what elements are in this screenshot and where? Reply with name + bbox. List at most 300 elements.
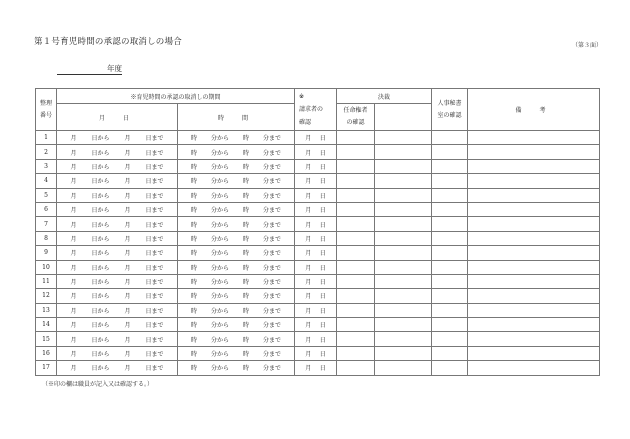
approval-blank-cell[interactable] [375, 202, 432, 216]
month-label: 月 [124, 264, 131, 272]
confirm-month-label: 月 [305, 351, 312, 359]
serial-no-cell: 13 [36, 303, 57, 317]
serial-no-cell: 3 [36, 159, 57, 173]
confirm-month-label: 月 [305, 365, 312, 373]
month-label: 月 [70, 207, 77, 215]
approval-blank-cell[interactable] [375, 332, 432, 346]
date-range-cell[interactable] [57, 159, 178, 173]
confirm-day-label: 日 [319, 264, 326, 272]
personnel-confirm-line1: 人事秘書 [437, 99, 462, 107]
hour-label: 時 [190, 365, 197, 373]
hour-label: 時 [190, 250, 197, 258]
personnel-confirm-line2: 室の確認 [437, 111, 462, 119]
month-label: 月 [124, 192, 131, 200]
confirm-month-label: 月 [305, 264, 312, 272]
day-from-label: 日から [91, 279, 110, 287]
appointer-confirm-cell[interactable] [337, 303, 375, 317]
appointer-confirm-cell[interactable] [337, 231, 375, 245]
day-to-label: 日まで [145, 351, 164, 359]
requester-confirm-line3: 確認 [299, 119, 312, 126]
confirm-day-label: 日 [319, 250, 326, 258]
table-row [36, 303, 600, 317]
serial-no-header-line2: 番号 [39, 111, 52, 119]
personnel-confirm-cell[interactable] [432, 188, 468, 202]
day-from-label: 日から [91, 207, 110, 215]
month-label: 月 [124, 221, 131, 229]
serial-no-header-line1: 整理 [39, 99, 52, 107]
time-range-cell[interactable] [178, 274, 295, 288]
approval-blank-cell[interactable] [375, 159, 432, 173]
day-to-label: 日まで [145, 279, 164, 287]
time-range-cell[interactable] [178, 303, 295, 317]
remarks-cell[interactable] [468, 289, 600, 303]
minute-to-label: 分まで [262, 351, 281, 359]
serial-no-cell: 1 [36, 131, 57, 145]
minute-from-label: 分から [210, 135, 229, 143]
approval-blank-cell[interactable] [375, 289, 432, 303]
approval-blank-cell[interactable] [375, 318, 432, 332]
appointer-confirm-cell[interactable] [337, 274, 375, 288]
hour-label: 時 [190, 149, 197, 157]
remarks-cell[interactable] [468, 246, 600, 260]
table-row [36, 145, 600, 159]
date-range-cell[interactable] [57, 318, 178, 332]
hour-label: 時 [242, 250, 249, 258]
confirm-month-label: 月 [305, 178, 312, 186]
table-row [36, 289, 600, 303]
month-label: 月 [124, 336, 131, 344]
month-label: 月 [124, 307, 131, 315]
day-from-label: 日から [91, 250, 110, 258]
confirm-day-label: 日 [319, 336, 326, 344]
month-label: 月 [70, 192, 77, 200]
hour-label: 時 [190, 336, 197, 344]
hour-label: 時 [242, 207, 249, 215]
time-range-cell[interactable] [178, 159, 295, 173]
approval-blank-cell[interactable] [375, 346, 432, 360]
day-to-label: 日まで [145, 365, 164, 373]
hour-label: 時 [242, 264, 249, 272]
date-range-cell[interactable] [57, 361, 178, 375]
day-to-label: 日まで [145, 149, 164, 157]
month-label: 月 [124, 279, 131, 287]
footnote: （※印の欄は職員が記入又は確認する。） [42, 381, 154, 388]
revocation-table [35, 88, 600, 376]
personnel-confirm-cell[interactable] [432, 159, 468, 173]
minute-to-label: 分まで [262, 192, 281, 200]
personnel-confirm-cell[interactable] [432, 361, 468, 375]
minute-to-label: 分まで [262, 178, 281, 186]
appointer-confirm-cell[interactable] [337, 332, 375, 346]
minute-to-label: 分まで [262, 235, 281, 243]
minute-to-label: 分まで [262, 307, 281, 315]
month-label: 月 [70, 221, 77, 229]
personnel-confirm-cell[interactable] [432, 131, 468, 145]
time-range-cell[interactable] [178, 260, 295, 274]
confirm-day-label: 日 [319, 322, 326, 330]
appointer-confirm-cell[interactable] [337, 346, 375, 360]
hour-label: 時 [190, 163, 197, 171]
requester-confirm-line2: 請求者の [299, 106, 324, 113]
confirm-day-label: 日 [319, 279, 326, 287]
day-from-label: 日から [91, 135, 110, 143]
personnel-confirm-cell[interactable] [432, 217, 468, 231]
confirm-day-label: 日 [319, 149, 326, 157]
confirm-month-label: 月 [305, 293, 312, 301]
serial-no-cell: 8 [36, 231, 57, 245]
confirm-month-label: 月 [305, 235, 312, 243]
day-to-label: 日まで [145, 192, 164, 200]
time-range-cell[interactable] [178, 145, 295, 159]
confirm-month-label: 月 [305, 221, 312, 229]
serial-no-cell: 17 [36, 361, 57, 375]
day-from-label: 日から [91, 264, 110, 272]
personnel-confirm-cell[interactable] [432, 332, 468, 346]
confirm-day-label: 日 [319, 178, 326, 186]
table-row [36, 174, 600, 188]
approval-blank-cell[interactable] [375, 231, 432, 245]
minute-to-label: 分まで [262, 293, 281, 301]
confirm-month-label: 月 [305, 336, 312, 344]
date-range-cell[interactable] [57, 274, 178, 288]
requester-confirm-cell[interactable] [295, 231, 337, 245]
date-range-cell[interactable] [57, 246, 178, 260]
month-label: 月 [124, 178, 131, 186]
date-range-cell[interactable] [57, 202, 178, 216]
hour-label: 時 [190, 322, 197, 330]
hour-label: 時 [190, 221, 197, 229]
time-range-cell[interactable] [178, 217, 295, 231]
remarks-cell[interactable] [468, 174, 600, 188]
date-range-cell[interactable] [57, 217, 178, 231]
appointer-confirm-cell[interactable] [337, 131, 375, 145]
approval-blank-cell[interactable] [375, 361, 432, 375]
requester-confirm-cell[interactable] [295, 159, 337, 173]
approval-blank-cell[interactable] [375, 174, 432, 188]
appointer-confirm-line2: の確認 [346, 119, 365, 126]
hour-label: 時 [190, 178, 197, 186]
remarks-cell[interactable] [468, 274, 600, 288]
month-label: 月 [124, 149, 131, 157]
date-range-cell[interactable] [57, 332, 178, 346]
table-row [36, 346, 600, 360]
day-to-label: 日まで [145, 163, 164, 171]
day-to-label: 日まで [145, 250, 164, 258]
table-row [36, 217, 600, 231]
personnel-confirm-cell[interactable] [432, 260, 468, 274]
approval-blank-cell[interactable] [375, 260, 432, 274]
serial-no-cell: 14 [36, 318, 57, 332]
minute-from-label: 分から [210, 322, 229, 330]
confirm-day-label: 日 [319, 221, 326, 229]
confirm-day-label: 日 [319, 235, 326, 243]
minute-to-label: 分まで [262, 264, 281, 272]
requester-confirm-cell[interactable] [295, 274, 337, 288]
requester-confirm-line1: ※ [299, 93, 305, 100]
day-from-label: 日から [91, 235, 110, 243]
hour-label: 時 [190, 135, 197, 143]
requester-confirm-cell[interactable] [295, 217, 337, 231]
day-to-label: 日まで [145, 322, 164, 330]
document-title: 第１号育児時間の承認の取消しの場合 [34, 37, 182, 47]
minute-to-label: 分まで [262, 135, 281, 143]
date-range-cell[interactable] [57, 260, 178, 274]
hour-label: 時 [242, 178, 249, 186]
confirm-month-label: 月 [305, 149, 312, 157]
confirm-day-label: 日 [319, 307, 326, 315]
month-day-header: 月 日 [57, 104, 178, 131]
month-label: 月 [70, 365, 77, 373]
time-range-cell[interactable] [178, 231, 295, 245]
hour-label: 時 [190, 351, 197, 359]
month-label: 月 [70, 149, 77, 157]
fiscal-year-field[interactable]: 年度 [57, 63, 122, 75]
appointer-confirm-cell[interactable] [337, 318, 375, 332]
appointer-confirm-cell[interactable] [337, 174, 375, 188]
requester-confirm-cell[interactable] [295, 332, 337, 346]
confirm-month-label: 月 [305, 279, 312, 287]
remarks-cell[interactable] [468, 188, 600, 202]
table-row [36, 260, 600, 274]
time-range-cell[interactable] [178, 289, 295, 303]
serial-no-cell: 11 [36, 274, 57, 288]
confirm-day-label: 日 [319, 192, 326, 200]
requester-confirm-cell[interactable] [295, 303, 337, 317]
remarks-cell[interactable] [468, 217, 600, 231]
requester-confirm-cell[interactable] [295, 289, 337, 303]
approval-blank-header [375, 104, 432, 131]
month-label: 月 [70, 307, 77, 315]
minute-from-label: 分から [210, 250, 229, 258]
requester-confirm-cell[interactable] [295, 361, 337, 375]
month-label: 月 [70, 178, 77, 186]
month-label: 月 [70, 351, 77, 359]
requester-confirm-cell[interactable] [295, 346, 337, 360]
month-label: 月 [124, 250, 131, 258]
approval-blank-cell[interactable] [375, 188, 432, 202]
approval-group-header: 決裁 [337, 89, 432, 104]
personnel-confirm-cell[interactable] [432, 246, 468, 260]
remarks-cell[interactable] [468, 231, 600, 245]
confirm-month-label: 月 [305, 250, 312, 258]
day-from-label: 日から [91, 163, 110, 171]
serial-no-cell: 12 [36, 289, 57, 303]
serial-no-cell: 5 [36, 188, 57, 202]
hour-label: 時 [190, 235, 197, 243]
month-label: 月 [70, 250, 77, 258]
minute-from-label: 分から [210, 178, 229, 186]
approval-blank-cell[interactable] [375, 274, 432, 288]
serial-no-cell: 2 [36, 145, 57, 159]
month-label: 月 [70, 135, 77, 143]
month-label: 月 [70, 279, 77, 287]
remarks-cell[interactable] [468, 260, 600, 274]
approval-blank-cell[interactable] [375, 131, 432, 145]
remarks-cell[interactable] [468, 159, 600, 173]
remarks-cell[interactable] [468, 346, 600, 360]
day-from-label: 日から [91, 178, 110, 186]
confirm-day-label: 日 [319, 293, 326, 301]
month-label: 月 [70, 264, 77, 272]
minute-from-label: 分から [210, 207, 229, 215]
confirm-day-label: 日 [319, 351, 326, 359]
minute-from-label: 分から [210, 192, 229, 200]
requester-confirm-cell[interactable] [295, 131, 337, 145]
date-range-cell[interactable] [57, 303, 178, 317]
personnel-confirm-cell[interactable] [432, 303, 468, 317]
hour-label: 時 [242, 351, 249, 359]
month-label: 月 [124, 163, 131, 171]
personnel-confirm-cell[interactable] [432, 346, 468, 360]
day-to-label: 日まで [145, 307, 164, 315]
requester-confirm-cell[interactable] [295, 318, 337, 332]
hour-label: 時 [190, 207, 197, 215]
personnel-confirm-cell[interactable] [432, 274, 468, 288]
remarks-cell[interactable] [468, 202, 600, 216]
hour-label: 時 [242, 192, 249, 200]
requester-confirm-cell[interactable] [295, 260, 337, 274]
remarks-header: 備 考 [468, 89, 600, 131]
month-label: 月 [124, 365, 131, 373]
time-range-cell[interactable] [178, 202, 295, 216]
serial-no-cell: 16 [36, 346, 57, 360]
month-label: 月 [124, 207, 131, 215]
minute-from-label: 分から [210, 264, 229, 272]
appointer-confirm-cell[interactable] [337, 159, 375, 173]
remarks-cell[interactable] [468, 145, 600, 159]
personnel-confirm-header [432, 89, 468, 131]
month-label: 月 [124, 351, 131, 359]
table-row [36, 202, 600, 216]
personnel-confirm-cell[interactable] [432, 174, 468, 188]
day-from-label: 日から [91, 365, 110, 373]
day-to-label: 日まで [145, 178, 164, 186]
month-label: 月 [70, 336, 77, 344]
approval-blank-cell[interactable] [375, 246, 432, 260]
date-range-cell[interactable] [57, 131, 178, 145]
minute-from-label: 分から [210, 293, 229, 301]
personnel-confirm-cell[interactable] [432, 145, 468, 159]
appointer-confirm-cell[interactable] [337, 246, 375, 260]
personnel-confirm-cell[interactable] [432, 202, 468, 216]
personnel-confirm-cell[interactable] [432, 318, 468, 332]
appointer-confirm-cell[interactable] [337, 217, 375, 231]
serial-no-cell: 15 [36, 332, 57, 346]
hour-label: 時 [242, 221, 249, 229]
time-header: 時 間 [178, 104, 295, 131]
date-range-cell[interactable] [57, 346, 178, 360]
appointer-confirm-cell[interactable] [337, 361, 375, 375]
confirm-month-label: 月 [305, 163, 312, 171]
table-row [36, 332, 600, 346]
minute-from-label: 分から [210, 235, 229, 243]
minute-from-label: 分から [210, 336, 229, 344]
day-from-label: 日から [91, 149, 110, 157]
appointer-confirm-header [337, 104, 375, 131]
time-range-cell[interactable] [178, 188, 295, 202]
remarks-cell[interactable] [468, 318, 600, 332]
table-row [36, 188, 600, 202]
time-range-cell[interactable] [178, 318, 295, 332]
hour-label: 時 [242, 149, 249, 157]
day-to-label: 日まで [145, 207, 164, 215]
requester-confirm-header [295, 89, 337, 131]
month-label: 月 [124, 235, 131, 243]
hour-label: 時 [242, 307, 249, 315]
minute-from-label: 分から [210, 149, 229, 157]
minute-from-label: 分から [210, 365, 229, 373]
time-range-cell[interactable] [178, 246, 295, 260]
minute-from-label: 分から [210, 163, 229, 171]
requester-confirm-cell[interactable] [295, 246, 337, 260]
minute-to-label: 分まで [262, 336, 281, 344]
day-from-label: 日から [91, 322, 110, 330]
hour-label: 時 [190, 192, 197, 200]
date-range-cell[interactable] [57, 174, 178, 188]
requester-confirm-cell[interactable] [295, 188, 337, 202]
table-row [36, 361, 600, 375]
remarks-cell[interactable] [468, 332, 600, 346]
date-range-cell[interactable] [57, 231, 178, 245]
personnel-confirm-cell[interactable] [432, 289, 468, 303]
appointer-confirm-cell[interactable] [337, 188, 375, 202]
day-to-label: 日まで [145, 135, 164, 143]
appointer-confirm-cell[interactable] [337, 289, 375, 303]
month-label: 月 [70, 293, 77, 301]
date-range-cell[interactable] [57, 188, 178, 202]
hour-label: 時 [190, 264, 197, 272]
approval-blank-cell[interactable] [375, 217, 432, 231]
personnel-confirm-cell[interactable] [432, 231, 468, 245]
table-row [36, 246, 600, 260]
appointer-confirm-cell[interactable] [337, 202, 375, 216]
day-from-label: 日から [91, 293, 110, 301]
hour-label: 時 [242, 279, 249, 287]
date-range-cell[interactable] [57, 289, 178, 303]
minute-to-label: 分まで [262, 149, 281, 157]
appointer-confirm-cell[interactable] [337, 260, 375, 274]
day-from-label: 日から [91, 221, 110, 229]
date-range-cell[interactable] [57, 145, 178, 159]
requester-confirm-cell[interactable] [295, 202, 337, 216]
hour-label: 時 [242, 293, 249, 301]
serial-no-cell: 9 [36, 246, 57, 260]
time-range-cell[interactable] [178, 131, 295, 145]
month-label: 月 [124, 293, 131, 301]
hour-label: 時 [190, 279, 197, 287]
remarks-cell[interactable] [468, 303, 600, 317]
remarks-cell[interactable] [468, 131, 600, 145]
appointer-confirm-cell[interactable] [337, 145, 375, 159]
page-label: （第３面） [572, 42, 603, 49]
requester-confirm-cell[interactable] [295, 174, 337, 188]
approval-blank-cell[interactable] [375, 145, 432, 159]
requester-confirm-cell[interactable] [295, 145, 337, 159]
time-range-cell[interactable] [178, 174, 295, 188]
minute-to-label: 分まで [262, 279, 281, 287]
time-range-cell[interactable] [178, 361, 295, 375]
confirm-month-label: 月 [305, 307, 312, 315]
month-label: 月 [70, 235, 77, 243]
confirm-month-label: 月 [305, 322, 312, 330]
hour-label: 時 [190, 293, 197, 301]
remarks-cell[interactable] [468, 361, 600, 375]
time-range-cell[interactable] [178, 346, 295, 360]
time-range-cell[interactable] [178, 332, 295, 346]
minute-from-label: 分から [210, 351, 229, 359]
hour-label: 時 [242, 336, 249, 344]
approval-blank-cell[interactable] [375, 303, 432, 317]
